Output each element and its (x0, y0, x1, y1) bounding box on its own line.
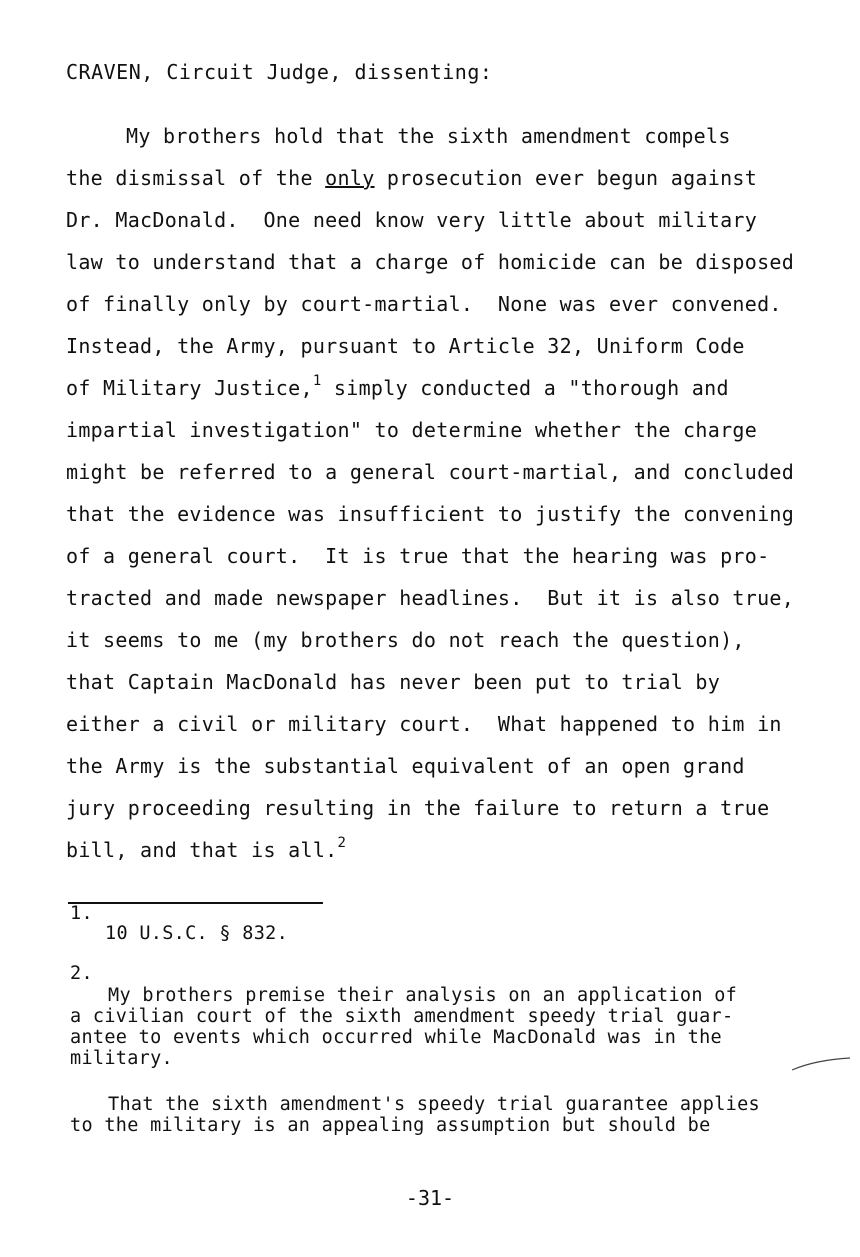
footnote-ref-1: 1 (312, 373, 322, 389)
page-number: -31- (405, 1186, 455, 1210)
footnote-2-line: antee to events which occurred while MacDonald was in the (70, 1027, 722, 1048)
body-line: Instead, the Army, pursuant to Article 32, Uniform Code (66, 334, 745, 358)
body-text: of Military Justice, (66, 376, 313, 400)
body-line: impartial investigation" to determine whether the charge (66, 418, 758, 442)
body-text: the dismissal of the (66, 166, 326, 190)
footnote-2-line: to the military is an appealing assumption but should be (70, 1115, 711, 1136)
footnote-1-number: 1. (70, 903, 93, 924)
body-line: either a civil or military court. What happened to him in (66, 712, 782, 736)
footnote-2-line: military. (70, 1048, 173, 1069)
body-text: simply conducted a "thorough and (321, 376, 729, 400)
body-text: prosecution ever begun against (374, 166, 758, 190)
emphasized-word: only (325, 166, 375, 190)
body-line (66, 370, 826, 412)
body-line: My brothers hold that the sixth amendment compels (126, 124, 731, 148)
opinion-paragraph (66, 118, 826, 874)
body-line: of a general court. It is true that the hearing was pro- (66, 544, 770, 568)
body-line: that the evidence was insufficient to justify the convening (66, 502, 795, 526)
footnote-divider (68, 902, 323, 904)
opinion-heading: CRAVEN, Circuit Judge, dissenting: (66, 60, 493, 84)
body-line: might be referred to a general court-martial, and concluded (66, 460, 795, 484)
footnote-2-line: My brothers premise their analysis on an application of (108, 985, 738, 1006)
footnote-1-text: 10 U.S.C. § 832. (105, 923, 289, 944)
stray-pen-mark (790, 1052, 852, 1072)
body-text: bill, and that is all. (66, 838, 338, 862)
body-line (66, 160, 826, 202)
body-line: that Captain MacDonald has never been put to trial by (66, 670, 721, 694)
body-line: jury proceeding resulting in the failure to return a true (66, 796, 770, 820)
body-line (66, 832, 826, 874)
body-line: the Army is the substantial equivalent of an open grand (66, 754, 745, 778)
body-line: law to understand that a charge of homicide can be disposed (66, 250, 795, 274)
footnote-2-number: 2. (70, 963, 93, 984)
body-line: tracted and made newspaper headlines. But it is also true, (66, 586, 795, 610)
footnote-2-line: That the sixth amendment's speedy trial guarantee applies (108, 1094, 760, 1115)
footnote-ref-2: 2 (337, 835, 347, 851)
body-line: of finally only by court-martial. None was ever convened. (66, 292, 782, 316)
body-line: Dr. MacDonald. One need know very little about military (66, 208, 758, 232)
footnote-2-line: a civilian court of the sixth amendment speedy trial guar- (70, 1006, 734, 1027)
body-line: it seems to me (my brothers do not reach the question), (66, 628, 745, 652)
